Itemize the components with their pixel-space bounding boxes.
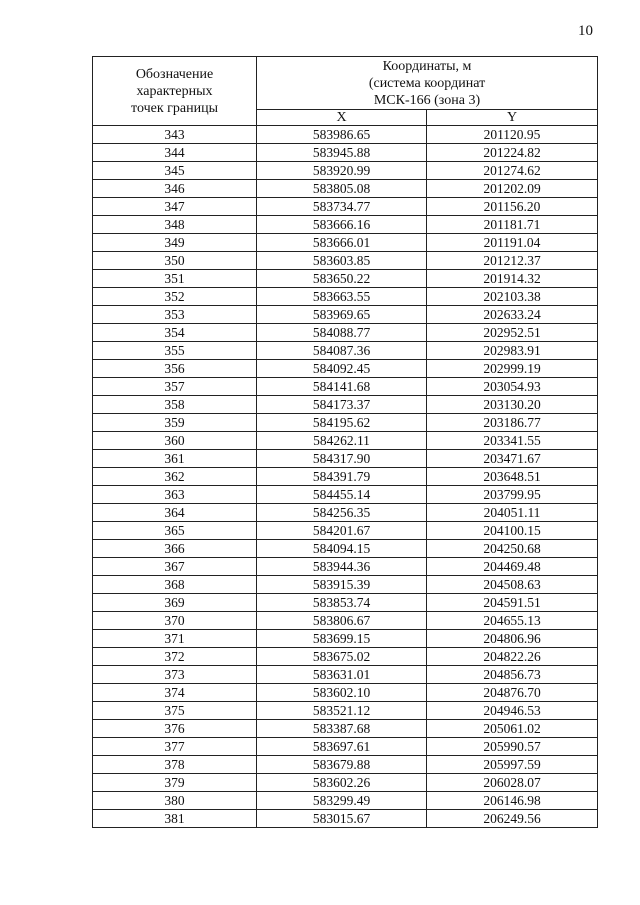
- table-row: [93, 180, 598, 198]
- x-coordinate-cell: 583986.65: [257, 126, 427, 144]
- points-header-line: Обозначение: [135, 66, 214, 82]
- table-row: [93, 144, 598, 162]
- table-row: [93, 684, 598, 702]
- x-coordinate-cell: 584455.14: [257, 486, 427, 504]
- y-coordinate-cell: 204508.63: [427, 576, 598, 594]
- point-cell: 366: [93, 540, 257, 558]
- point-cell: 348: [93, 216, 257, 234]
- table-row: [93, 234, 598, 252]
- x-coordinate-cell: 583631.01: [257, 666, 427, 684]
- x-coordinate-cell: 583663.55: [257, 288, 427, 306]
- y-coordinate-cell: 202633.24: [427, 306, 598, 324]
- point-cell: 345: [93, 162, 257, 180]
- point-cell: 349: [93, 234, 257, 252]
- point-cell: 352: [93, 288, 257, 306]
- table-row: [93, 342, 598, 360]
- y-coordinate-cell: 206249.56: [427, 810, 598, 828]
- table-row: [93, 288, 598, 306]
- point-cell: 357: [93, 378, 257, 396]
- y-coordinate-cell: 203341.55: [427, 432, 598, 450]
- table-row: [93, 810, 598, 828]
- x-coordinate-cell: 583806.67: [257, 612, 427, 630]
- x-coordinate-cell: 583666.16: [257, 216, 427, 234]
- table-row: [93, 720, 598, 738]
- x-coordinate-cell: 584391.79: [257, 468, 427, 486]
- point-cell: 379: [93, 774, 257, 792]
- y-coordinate-cell: 203130.20: [427, 396, 598, 414]
- table-row: [93, 738, 598, 756]
- table-row: [93, 450, 598, 468]
- y-coordinate-cell: 201120.95: [427, 126, 598, 144]
- point-cell: 377: [93, 738, 257, 756]
- x-coordinate-cell: 583675.02: [257, 648, 427, 666]
- y-coordinate-cell: 204591.51: [427, 594, 598, 612]
- points-header-line: характерных: [136, 83, 213, 99]
- point-cell: 351: [93, 270, 257, 288]
- x-coordinate-cell: 584094.15: [257, 540, 427, 558]
- point-cell: 358: [93, 396, 257, 414]
- point-cell: 369: [93, 594, 257, 612]
- x-coordinate-cell: 583387.68: [257, 720, 427, 738]
- x-coordinate-cell: 583915.39: [257, 576, 427, 594]
- point-cell: 364: [93, 504, 257, 522]
- table-row: [93, 756, 598, 774]
- x-column-header: X: [257, 110, 427, 126]
- table-body: [93, 126, 598, 828]
- table-row: [93, 576, 598, 594]
- table-row: [93, 540, 598, 558]
- x-coordinate-cell: 583969.65: [257, 306, 427, 324]
- table-row: [93, 504, 598, 522]
- y-coordinate-cell: 203054.93: [427, 378, 598, 396]
- point-cell: 372: [93, 648, 257, 666]
- y-coordinate-cell: 201181.71: [427, 216, 598, 234]
- x-coordinate-cell: 583679.88: [257, 756, 427, 774]
- table-row: [93, 702, 598, 720]
- page-number: 10: [578, 23, 593, 39]
- table-row: [93, 558, 598, 576]
- point-cell: 370: [93, 612, 257, 630]
- y-coordinate-cell: 201156.20: [427, 198, 598, 216]
- x-coordinate-cell: 583603.85: [257, 252, 427, 270]
- y-coordinate-cell: 202103.38: [427, 288, 598, 306]
- y-coordinate-cell: 203799.95: [427, 486, 598, 504]
- x-coordinate-cell: 583650.22: [257, 270, 427, 288]
- x-coordinate-cell: 583697.61: [257, 738, 427, 756]
- y-coordinate-cell: 204051.11: [427, 504, 598, 522]
- point-cell: 381: [93, 810, 257, 828]
- table-row: [93, 486, 598, 504]
- table-row: [93, 360, 598, 378]
- x-coordinate-cell: 584173.37: [257, 396, 427, 414]
- x-coordinate-cell: 584317.90: [257, 450, 427, 468]
- point-cell: 353: [93, 306, 257, 324]
- table-row: [93, 216, 598, 234]
- x-coordinate-cell: 584201.67: [257, 522, 427, 540]
- y-coordinate-cell: 204655.13: [427, 612, 598, 630]
- point-cell: 371: [93, 630, 257, 648]
- point-cell: 380: [93, 792, 257, 810]
- point-cell: 343: [93, 126, 257, 144]
- x-coordinate-cell: 584087.36: [257, 342, 427, 360]
- y-coordinate-cell: 203186.77: [427, 414, 598, 432]
- x-coordinate-cell: 584262.11: [257, 432, 427, 450]
- y-coordinate-cell: 201274.62: [427, 162, 598, 180]
- table-row: [93, 306, 598, 324]
- point-cell: 356: [93, 360, 257, 378]
- x-coordinate-cell: 583699.15: [257, 630, 427, 648]
- x-coordinate-cell: 583944.36: [257, 558, 427, 576]
- table-row: [93, 324, 598, 342]
- y-coordinate-cell: 201914.32: [427, 270, 598, 288]
- point-cell: 368: [93, 576, 257, 594]
- point-cell: 346: [93, 180, 257, 198]
- x-coordinate-cell: 584256.35: [257, 504, 427, 522]
- x-coordinate-cell: 584092.45: [257, 360, 427, 378]
- table-row: [93, 414, 598, 432]
- y-coordinate-cell: 204876.70: [427, 684, 598, 702]
- x-coordinate-cell: 583734.77: [257, 198, 427, 216]
- x-coordinate-cell: 583602.10: [257, 684, 427, 702]
- point-cell: 347: [93, 198, 257, 216]
- coordinates-header-line: МСК-166 (зона 3): [373, 92, 481, 108]
- x-coordinate-cell: 583602.26: [257, 774, 427, 792]
- y-coordinate-cell: 204856.73: [427, 666, 598, 684]
- point-cell: 374: [93, 684, 257, 702]
- table-row: [93, 792, 598, 810]
- table-row: [93, 126, 598, 144]
- x-coordinate-cell: 583920.99: [257, 162, 427, 180]
- y-coordinate-cell: 206028.07: [427, 774, 598, 792]
- y-coordinate-cell: 204822.26: [427, 648, 598, 666]
- y-coordinate-cell: 203471.67: [427, 450, 598, 468]
- y-coordinate-cell: 202983.91: [427, 342, 598, 360]
- coordinates-table: [92, 56, 598, 828]
- table-row: [93, 270, 598, 288]
- table-row: [93, 432, 598, 450]
- table-row: [93, 612, 598, 630]
- x-coordinate-cell: 583945.88: [257, 144, 427, 162]
- y-coordinate-cell: 201191.04: [427, 234, 598, 252]
- y-coordinate-cell: 204250.68: [427, 540, 598, 558]
- table-row: [93, 378, 598, 396]
- point-cell: 361: [93, 450, 257, 468]
- x-coordinate-cell: 583521.12: [257, 702, 427, 720]
- x-coordinate-cell: 583805.08: [257, 180, 427, 198]
- point-cell: 378: [93, 756, 257, 774]
- point-cell: 367: [93, 558, 257, 576]
- coordinates-header-line: (система координат: [368, 75, 486, 91]
- point-cell: 350: [93, 252, 257, 270]
- y-coordinate-cell: 205990.57: [427, 738, 598, 756]
- x-coordinate-cell: 583853.74: [257, 594, 427, 612]
- point-cell: 375: [93, 702, 257, 720]
- point-cell: 344: [93, 144, 257, 162]
- table-row: [93, 252, 598, 270]
- point-cell: 362: [93, 468, 257, 486]
- point-cell: 363: [93, 486, 257, 504]
- x-coordinate-cell: 583015.67: [257, 810, 427, 828]
- table-row: [93, 396, 598, 414]
- x-coordinate-cell: 584195.62: [257, 414, 427, 432]
- point-cell: 359: [93, 414, 257, 432]
- points-header-line: точек границы: [131, 100, 218, 116]
- x-coordinate-cell: 583666.01: [257, 234, 427, 252]
- table-row: [93, 198, 598, 216]
- y-coordinate-cell: 205997.59: [427, 756, 598, 774]
- table-header: [93, 57, 598, 126]
- y-coordinate-cell: 202952.51: [427, 324, 598, 342]
- y-coordinate-cell: 201212.37: [427, 252, 598, 270]
- y-coordinate-cell: 205061.02: [427, 720, 598, 738]
- y-coordinate-cell: 204469.48: [427, 558, 598, 576]
- x-coordinate-cell: 584088.77: [257, 324, 427, 342]
- point-cell: 360: [93, 432, 257, 450]
- point-cell: 355: [93, 342, 257, 360]
- y-coordinate-cell: 201202.09: [427, 180, 598, 198]
- point-cell: 354: [93, 324, 257, 342]
- table-row: [93, 774, 598, 792]
- table-row: [93, 468, 598, 486]
- table-row: [93, 162, 598, 180]
- table-row: [93, 522, 598, 540]
- point-cell: 365: [93, 522, 257, 540]
- table-row: [93, 630, 598, 648]
- coordinates-column-header: [257, 57, 598, 110]
- y-coordinate-cell: 204100.15: [427, 522, 598, 540]
- y-column-header: Y: [427, 110, 598, 126]
- table-row: [93, 648, 598, 666]
- y-coordinate-cell: 201224.82: [427, 144, 598, 162]
- points-column-header: [93, 57, 257, 126]
- table-row: [93, 666, 598, 684]
- point-cell: 376: [93, 720, 257, 738]
- y-coordinate-cell: 206146.98: [427, 792, 598, 810]
- x-coordinate-cell: 584141.68: [257, 378, 427, 396]
- point-cell: 373: [93, 666, 257, 684]
- y-coordinate-cell: 204946.53: [427, 702, 598, 720]
- table-row: [93, 594, 598, 612]
- y-coordinate-cell: 203648.51: [427, 468, 598, 486]
- y-coordinate-cell: 204806.96: [427, 630, 598, 648]
- coordinates-header-line: Координаты, м: [382, 58, 472, 74]
- y-coordinate-cell: 202999.19: [427, 360, 598, 378]
- x-coordinate-cell: 583299.49: [257, 792, 427, 810]
